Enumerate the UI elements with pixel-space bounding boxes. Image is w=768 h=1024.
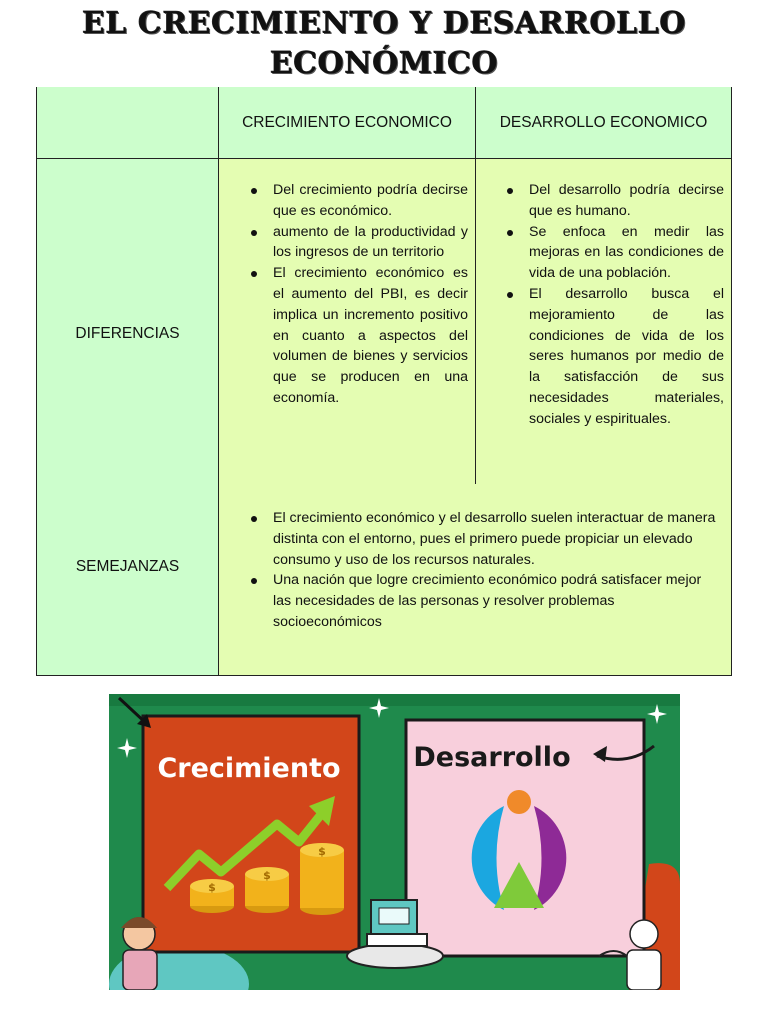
row-label-semejanzas: SEMEJANZAS [75, 558, 180, 575]
coin-stack-icon [190, 879, 234, 913]
header-desarrollo: DESARROLLO ECONOMICO [476, 87, 732, 159]
row-label-column [36, 159, 219, 676]
growth-development-illustration [109, 694, 680, 990]
list-item: aumento de la productividad y los ingresos de un territorio [273, 222, 468, 264]
list-semejanzas [273, 508, 723, 633]
header-crecimiento: CRECIMIENTO ECONOMICO [219, 87, 476, 159]
coin-stack-icon [245, 867, 289, 913]
svg-text:$: $ [263, 869, 271, 882]
desarrollo-label: Desarrollo [413, 742, 571, 773]
svg-text:$: $ [318, 845, 326, 858]
list-item: El crecimiento económico y el desarrollo suelen interactuar de manera distinta con el entorno, pues el primero puede propiciar un elevado consumo y uso de los recursos naturales. [273, 508, 723, 570]
list-item: El crecimiento económico es el aumento del PBI, es decir implica un incremento positivo en cuanto a aspectos del volumen de bienes y servicios que se producen en una economía. [273, 263, 468, 409]
coin-stack-icon [300, 843, 344, 915]
list-item: Se enfoca en medir las mejoras en las condiciones de vida de una población. [529, 222, 724, 284]
crecimiento-panel [143, 716, 359, 952]
list-item: Del crecimiento podría decirse que es económico. [273, 180, 468, 222]
list-item: Del desarrollo podría decirse que es humano. [529, 180, 724, 222]
background-band [109, 694, 680, 706]
title-line-1: EL CRECIMIENTO Y DESARROLLO [82, 6, 686, 41]
table-corner-cell [36, 87, 219, 159]
column-divider [475, 159, 476, 484]
title-line-2: ECONÓMICO [269, 46, 499, 81]
person-illustration [121, 917, 157, 990]
svg-text:$: $ [208, 881, 216, 894]
crecimiento-label: Crecimiento [157, 753, 341, 784]
list-diferencias-crecimiento [273, 180, 468, 409]
comparison-table [36, 87, 732, 676]
list-item: Una nación que logre crecimiento económico podrá satisfacer mejor las necesidades de las personas y resolver problemas socioeconómicos [273, 570, 723, 632]
list-diferencias-desarrollo [529, 180, 724, 430]
row-label-diferencias: DIFERENCIAS [75, 325, 180, 342]
table-left-border [36, 87, 37, 676]
list-item: El desarrollo busca el mejoramiento de las condiciones de vida de los seres humanos por medio de la satisfacción de sus necesidades materiales, sociales y espirituales. [529, 284, 724, 430]
illustration-svg [109, 694, 680, 990]
page-title [0, 4, 768, 84]
